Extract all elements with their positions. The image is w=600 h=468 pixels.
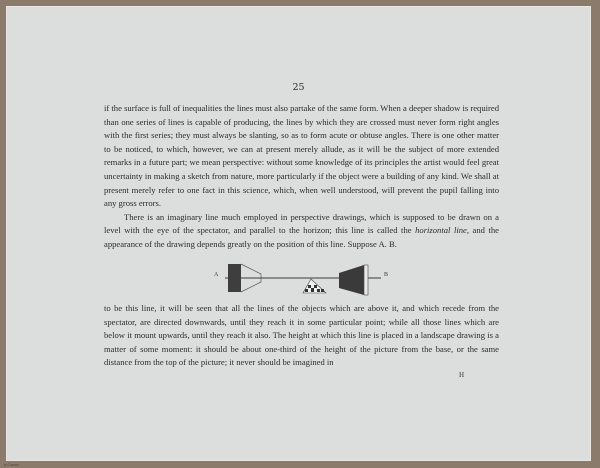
perspective-figure	[211, 256, 396, 298]
label-b: B	[384, 272, 389, 278]
paragraph-text: , and the appearance of the drawing depends greatly on the position of this line. Suppose A. B.	[104, 225, 499, 249]
paragraph-text: There is an imaginary line much employed in perspective drawings, which is supposed to be drawn on a level with the eye of the spectator, and parallel to the horizon; this line is called the	[104, 211, 499, 236]
paragraph	[104, 211, 499, 252]
corner-mark: a-Canon	[4, 462, 20, 467]
label-a: A	[214, 272, 219, 278]
left-block	[228, 264, 241, 292]
text-block-lower	[104, 302, 499, 370]
page-number: 25	[292, 82, 305, 93]
paragraph: if the surface is full of inequalities the lines must also partake of the same form. When a deeper shadow is required than one series of lines is capable of producing, the lines by which they are crossed must never form right angles with the first series; they must always be slanting, so as to form acute or obtuse angles. There is one other matter to be noticed, to which, however, we can at present merely allude, as it will be the subject of more extended remarks in a future part; we mean perspective: without some knowledge of its principles the artist would feel great uncertainty in making a sketch from nature, more particularly if the object were a building of any kind. We shall at present merely refer to one fact in this science, which, when well understood, will prevent the pupil falling into any gross errors.	[104, 103, 499, 209]
document-page	[6, 6, 591, 461]
text-block-upper	[104, 102, 499, 252]
paragraph: to be this line, it will be seen that all the lines of the objects which are above it, and which recede from the spectator, are directed downwards, until they reach it in some particular point; while all those lines which are below it mount upwards, until they reach it also. The height at which this line is placed in a landscape drawing is a matter of some moment: it should be about one-third of the height of the picture from the base, or the same distance from the top of the picture; it never should be imagined in	[104, 303, 499, 368]
italic-term: horizontal line	[415, 225, 467, 236]
signature-mark: H	[459, 371, 465, 379]
right-block	[339, 265, 364, 295]
perspective-diagram	[211, 256, 396, 298]
